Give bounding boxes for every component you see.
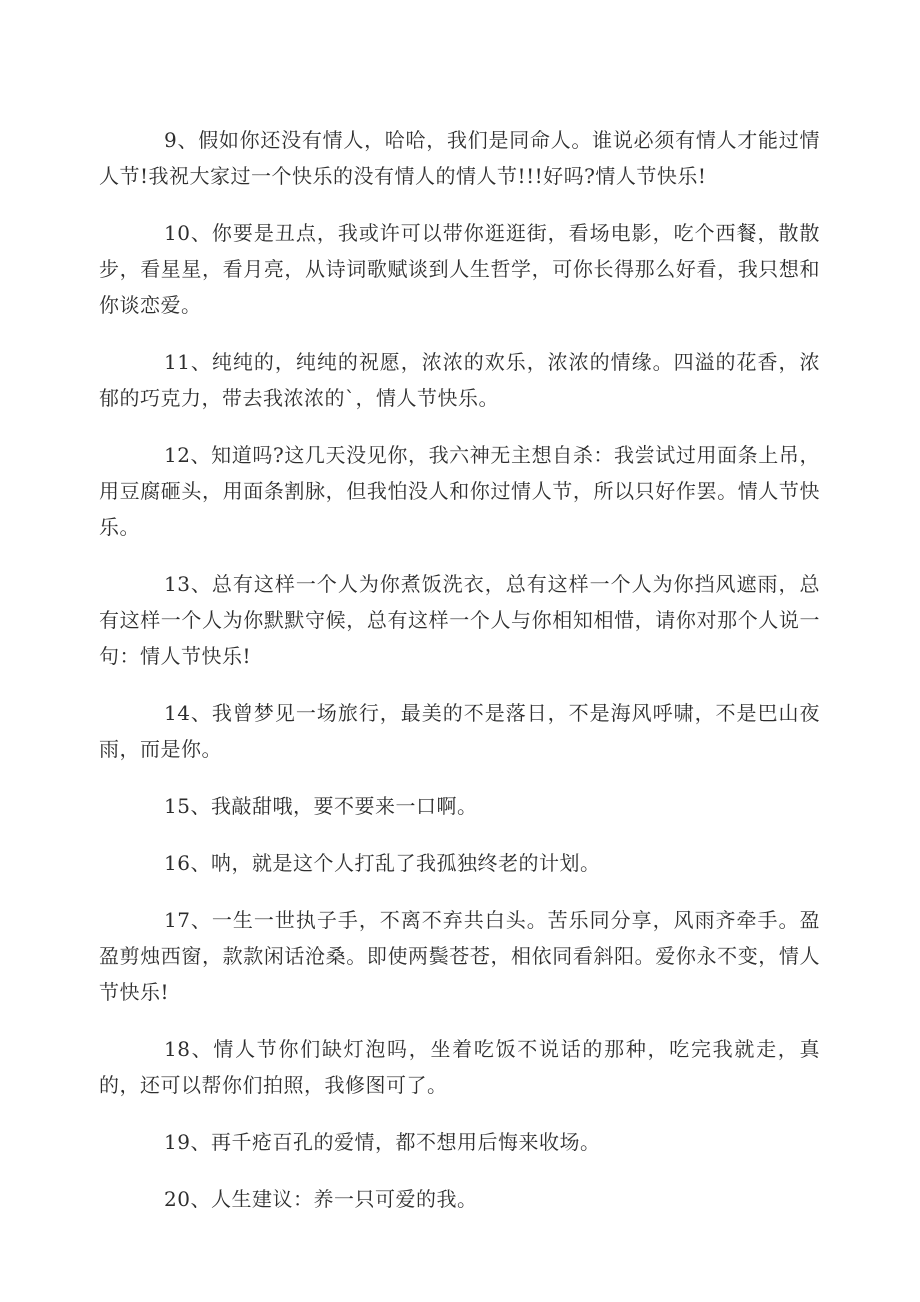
quote-text: 纯纯的，纯纯的祝愿，浓浓的欢乐，浓浓的情缘。四溢的花香，浓郁的巧克力，带去我浓浓的`，情人节快乐。 [99, 350, 820, 410]
quote-paragraph-10 [99, 215, 820, 323]
quote-paragraph-17 [99, 902, 820, 1010]
quote-number: 13、 [164, 572, 212, 596]
quote-text: 我敲甜哦，要不要来一口啊。 [210, 794, 478, 818]
quote-paragraph-9 [99, 122, 820, 194]
quote-paragraph-16 [99, 845, 820, 881]
quote-number: 15、 [164, 794, 211, 818]
quote-number: 20、 [164, 1187, 211, 1211]
quote-paragraph-20 [99, 1181, 820, 1217]
quote-text: 你要是丑点，我或许可以带你逛逛街，看场电影，吃个西餐，散散步，看星星，看月亮，从诗词歌赋谈到人生哲学，可你长得那么好看，我只想和你谈恋爱。 [99, 221, 820, 317]
quote-paragraph-18 [99, 1031, 820, 1103]
quote-paragraph-19 [99, 1124, 820, 1160]
quote-text: 知道吗?这几天没见你，我六神无主想自杀：我尝试过用面条上吊，用豆腐砸头，用面条割脉，但我怕没人和你过情人节，所以只好作罢。情人节快乐。 [99, 443, 820, 539]
quote-number: 10、 [164, 221, 212, 245]
quote-number: 12、 [164, 443, 212, 467]
quote-paragraph-13 [99, 566, 820, 674]
quote-paragraph-14 [99, 695, 820, 767]
document-body [99, 122, 820, 1217]
quote-text: 呐，就是这个人打乱了我孤独终老的计划。 [210, 851, 601, 875]
quote-number: 9、 [164, 128, 199, 152]
quote-text: 人生建议：养一只可爱的我。 [210, 1187, 478, 1211]
quote-text: 我曾梦见一场旅行，最美的不是落日，不是海风呼啸，不是巴山夜雨，而是你。 [99, 701, 820, 761]
quote-number: 19、 [164, 1130, 211, 1154]
quote-text: 总有这样一个人为你煮饭洗衣，总有这样一个人为你挡风遮雨，总有这样一个人为你默默守候，总有这样一个人与你相知相惜，请你对那个人说一句：情人节快乐! [99, 572, 820, 668]
quote-number: 14、 [164, 701, 212, 725]
quote-text: 再千疮百孔的爱情，都不想用后悔来收场。 [210, 1130, 601, 1154]
quote-paragraph-15 [99, 788, 820, 824]
quote-paragraph-11 [99, 344, 820, 416]
quote-paragraph-12 [99, 437, 820, 545]
quote-number: 16、 [164, 851, 211, 875]
quote-text: 假如你还没有情人，哈哈，我们是同命人。谁说必须有情人才能过情人节!我祝大家过一个快乐的没有情人的情人节!!!好吗?情人节快乐! [99, 128, 820, 188]
quote-number: 18、 [164, 1037, 214, 1061]
quote-text: 情人节你们缺灯泡吗，坐着吃饭不说话的那种，吃完我就走，真的，还可以帮你们拍照，我修图可了。 [99, 1037, 821, 1097]
quote-number: 11、 [164, 350, 212, 374]
quote-number: 17、 [164, 908, 212, 932]
quote-text: 一生一世执子手，不离不弃共白头。苦乐同分享，风雨齐牵手。盈盈剪烛西窗，款款闲话沧桑。即使两鬓苍苍，相依同看斜阳。爱你永不变，情人节快乐! [99, 908, 820, 1004]
